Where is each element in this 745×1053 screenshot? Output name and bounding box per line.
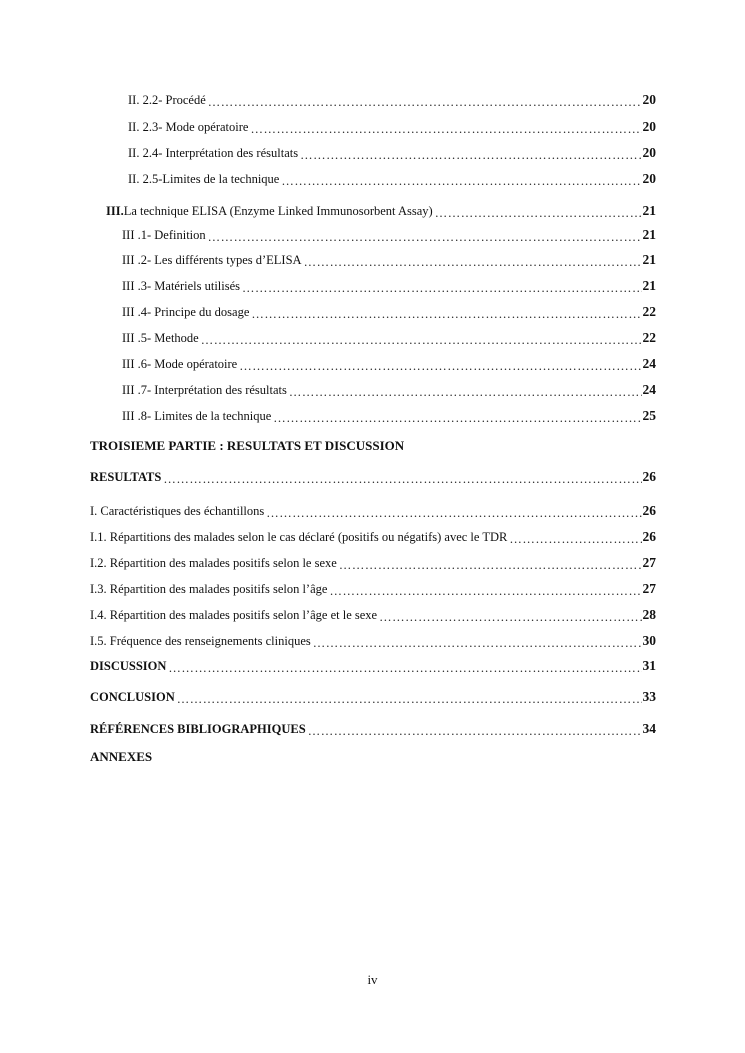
toc-leader [168, 662, 641, 675]
toc-leader [239, 360, 641, 373]
toc-label: I.2. Répartition des malades positifs selon le sexe [90, 556, 337, 570]
toc-leader [273, 412, 641, 425]
toc-entry [122, 404, 656, 424]
toc-entry [128, 88, 656, 108]
toc-page-number: 20 [642, 119, 656, 134]
toc-leader [242, 282, 641, 295]
toc-entry [122, 223, 656, 243]
toc-label: CONCLUSION [90, 690, 175, 704]
toc-entry [90, 525, 656, 545]
toc-page-number: 21 [642, 252, 656, 267]
toc-label: I.3. Répartition des malades positifs selon l’âge [90, 582, 328, 596]
toc-entry [122, 352, 656, 372]
toc-page-number: 21 [642, 278, 656, 293]
toc-entry [128, 167, 656, 187]
toc-page-number: 25 [642, 408, 656, 423]
toc-leader [379, 611, 641, 624]
toc-leader [289, 386, 642, 399]
toc-page-number: 24 [642, 356, 656, 371]
toc-entry [90, 551, 656, 571]
toc-section-number: III. [106, 204, 124, 218]
toc-page-number: 26 [642, 503, 656, 518]
toc-page-number: 31 [642, 658, 656, 673]
toc-page-number: 22 [642, 304, 656, 319]
toc-entry [128, 115, 656, 135]
toc-leader [266, 507, 641, 520]
toc-label: III .1- Definition [122, 228, 206, 242]
toc-entry [90, 465, 656, 485]
toc-entry [128, 141, 656, 161]
toc-label: II. 2.4- Interprétation des résultats [128, 146, 299, 160]
toc-leader [251, 308, 641, 321]
toc-entry [90, 685, 656, 705]
toc-entry [90, 629, 656, 649]
toc-entry [122, 378, 656, 398]
toc-page-number: 34 [642, 721, 656, 736]
toc-leader [300, 149, 641, 162]
toc-page-number: 20 [642, 145, 656, 160]
toc-page-number: 26 [642, 469, 656, 484]
toc-page-number: 20 [642, 171, 656, 186]
toc-leader [308, 725, 642, 738]
toc-label: III .8- Limites de la technique [122, 409, 272, 423]
toc-leader [208, 231, 642, 244]
toc-entry [90, 654, 656, 674]
toc-label: II. 2.2- Procédé [128, 93, 206, 107]
toc-leader [304, 256, 642, 269]
toc-leader [509, 533, 641, 546]
page-number: iv [367, 972, 378, 987]
toc-page-number: 27 [642, 555, 656, 570]
toc-label: RESULTATS [90, 470, 162, 484]
toc-page-number: 22 [642, 330, 656, 345]
toc-label: II. 2.5-Limites de la technique [128, 172, 280, 186]
toc-label: III .7- Interprétation des résultats [122, 383, 287, 397]
toc-label: La technique ELISA (Enzyme Linked Immunosorbent Assay) [123, 204, 433, 218]
toc-entry [90, 603, 656, 623]
toc-leader [177, 693, 642, 706]
toc-leader [250, 123, 641, 136]
toc-page-number: 33 [642, 689, 656, 704]
toc-leader [339, 559, 642, 572]
toc-page-number: 26 [642, 529, 656, 544]
toc-entry [122, 300, 656, 320]
toc-entry [90, 577, 656, 597]
toc-page-number: 20 [642, 92, 656, 107]
toc-label: II. 2.3- Mode opératoire [128, 120, 249, 134]
annexes-heading: ANNEXES [90, 749, 153, 764]
toc-label: DISCUSSION [90, 659, 167, 673]
toc-label: RÉFÉRENCES BIBLIOGRAPHIQUES [90, 722, 306, 736]
toc-leader [201, 334, 642, 347]
toc-label: III .5- Methode [122, 331, 199, 345]
toc-leader [208, 96, 642, 109]
toc-label: III .6- Mode opératoire [122, 357, 238, 371]
toc-entry [122, 274, 656, 294]
toc-leader [329, 585, 641, 598]
toc-entry [90, 499, 656, 519]
toc-leader [281, 175, 641, 188]
toc-label: I. Caractéristiques des échantillons [90, 504, 265, 518]
toc-label: I.1. Répartitions des malades selon le cas déclaré (positifs ou négatifs) avec le TDR [90, 530, 508, 544]
toc-page-number: 21 [642, 227, 656, 242]
toc-page-number: 21 [642, 203, 656, 218]
toc-page-number: 27 [642, 581, 656, 596]
part-heading: TROISIEME PARTIE : RESULTATS ET DISCUSSION [90, 438, 405, 453]
toc-leader [313, 637, 642, 650]
toc-label: III .4- Principe du dosage [122, 305, 250, 319]
toc-leader [163, 473, 641, 486]
toc-page-number: 30 [642, 633, 656, 648]
toc-label: III .3- Matériels utilisés [122, 279, 241, 293]
toc-page-number: 28 [642, 607, 656, 622]
toc-label: III .2- Les différents types d’ELISA [122, 253, 302, 267]
toc-entry [122, 326, 656, 346]
toc-entry [90, 717, 656, 737]
toc-leader [435, 207, 642, 220]
toc-label: I.4. Répartition des malades positifs selon l’âge et le sexe [90, 608, 378, 622]
toc-entry [106, 199, 656, 219]
toc-label: I.5. Fréquence des renseignements cliniques [90, 634, 311, 648]
toc-entry [122, 248, 656, 268]
toc-page-number: 24 [642, 382, 656, 397]
